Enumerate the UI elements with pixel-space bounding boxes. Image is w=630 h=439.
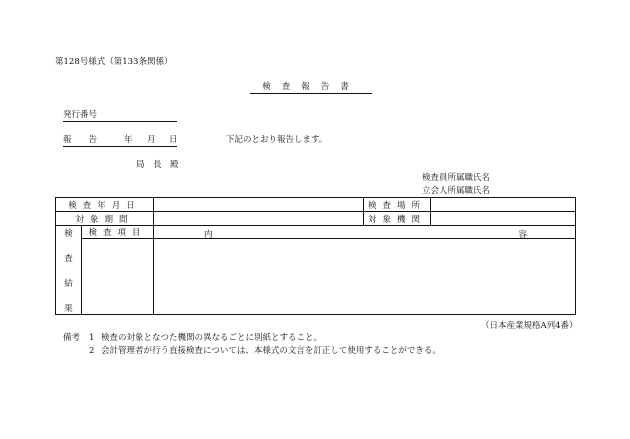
note-number: 1 [89,333,95,343]
inspection-place-value [431,198,576,212]
content-header-right: 容 [518,230,527,240]
table-row [56,226,576,239]
result-char: 果 [64,303,73,314]
note-text: 検査の対象となつた機関の異なるごとに別紙とすること。 [101,333,323,343]
target-agency-label: 対象機関 [364,212,431,226]
inspection-result-label [56,226,82,315]
target-period-label: 対象期間 [56,212,154,226]
inspection-place-label: 検査場所 [364,198,431,212]
issue-number-line [63,111,177,122]
report-label: 報 告 [63,135,98,145]
target-agency-value [431,212,576,226]
month-label: 月 [147,135,156,145]
content-cell [154,239,576,315]
paper-size-note: （日本産業規格A列4番） [481,321,578,331]
table-row [56,198,576,212]
result-char: 査 [64,253,73,264]
witness-label: 立会人所属職氏名 [422,186,491,196]
issue-number-label: 発行番号 [63,110,98,120]
intro-text: 下記のとおり報告します。 [226,135,328,145]
notes-label: 備考 [63,333,81,343]
inspection-items-header: 検査項目 [82,226,154,239]
form-header: 第128号様式（第133条関係） [55,57,173,67]
content-header [154,226,576,239]
inspection-items-cell [82,239,154,315]
table-row [56,212,576,226]
inspector-label: 検査員所属職氏名 [422,173,491,183]
note-number: 2 [89,346,95,356]
target-period-value [154,212,364,226]
inspection-date-value [154,198,364,212]
result-char: 検 [64,228,73,239]
inspection-table [55,197,576,315]
inspection-date-label: 検査年月日 [56,198,154,212]
report-date-line [63,136,177,147]
document-title-text: 検査報告書 [262,82,360,92]
table-row [56,239,576,315]
addressee: 局 長 殿 [136,160,179,170]
note-text: 会計管理者が行う直接検査については、本様式の文言を訂正して使用することができる。 [101,346,441,356]
day-label: 日 [169,135,178,145]
content-header-left: 内 [204,230,213,240]
document-title [250,83,372,94]
result-char: 結 [64,278,73,289]
year-label: 年 [124,135,133,145]
